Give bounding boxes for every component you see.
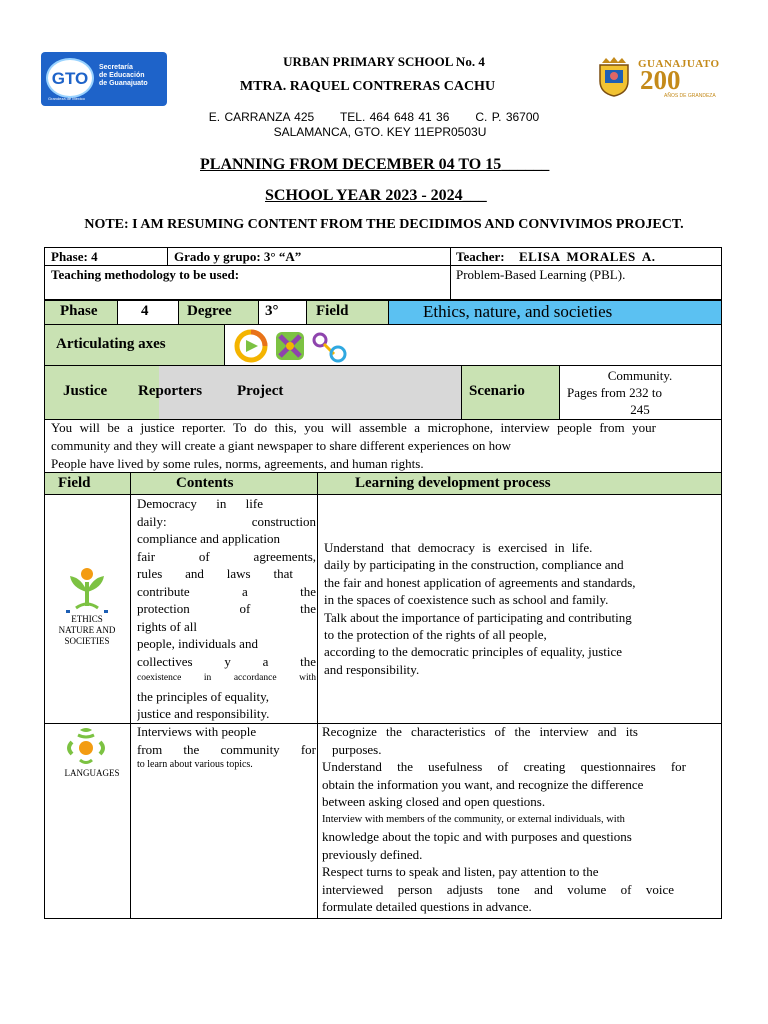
divider (559, 365, 560, 420)
divider (388, 300, 389, 325)
methodology-value: Problem-Based Learning (PBL). (456, 267, 626, 282)
project-word-justice: Justice (63, 383, 108, 399)
teacher-name: ELISA MORALES A. (519, 249, 656, 264)
col-header-contents: Contents (176, 475, 234, 491)
interculturality-axis-icon (276, 332, 304, 360)
scenario-value: Community. Pages from 232 to 245 (567, 368, 673, 417)
ethics-process: Understand that democracy is exercised in life. daily by participating in the construction, compliance and the fair and honest application of agreements and standards, in the spaces of coexistence such as school and family. Talk about the importance of participating and contributing to the protection of the rights of all people, according to the democratic principles of equality, justice and responsibility. (324, 540, 636, 677)
project-word-project: Project (237, 383, 284, 399)
divider (317, 472, 318, 919)
ethics-field-label: ETHICS NATURE AND SOCIETIES (58, 614, 116, 646)
col-header-field: Field (58, 475, 91, 491)
school-name: URBAN PRIMARY SCHOOL No. 4 (283, 54, 485, 69)
axes-label: Articulating axes (56, 336, 166, 352)
field-value: Ethics, nature, and societies (423, 302, 613, 321)
field-label: Field (316, 303, 349, 319)
languages-contents: Interviews with people from the community for to learn about various topics. (137, 724, 316, 770)
inclusion-axis-icon (237, 332, 265, 360)
degree-value: 3° (265, 303, 279, 319)
sep-guanajuato-logo: GTO Grandeza de México Secretaría de Educación de Guanajuato (41, 52, 167, 106)
divider (461, 365, 462, 420)
divider (178, 300, 179, 325)
languages-field-icon (64, 726, 108, 766)
grade-group: Grado y grupo: 3° “A” (174, 249, 302, 264)
divider (224, 324, 225, 366)
gender-equality-axis-icon (314, 334, 345, 361)
guanajuato-200-logo: GUANAJUATO 200 AÑOS DE GRANDEZA (596, 55, 724, 101)
phase-value: 4 (141, 303, 149, 319)
col-header-process: Learning development process (355, 475, 551, 491)
address-line-1: E. CARRANZA 425 TEL. 464 648 41 36 C. P. 36700 (208, 110, 540, 124)
resume-note: NOTE: I AM RESUMING CONTENT FROM THE DECIDIMOS AND CONVIVIMOS PROJECT. (84, 217, 684, 232)
divider (450, 247, 451, 300)
divider (167, 247, 168, 265)
divider (130, 472, 131, 919)
methodology-label: Teaching methodology to be used: (51, 267, 240, 282)
teacher-label: Teacher: (456, 249, 505, 264)
director-name: MTRA. RAQUEL CONTRERAS CACHU (239, 79, 496, 94)
address-line-2: SALAMANCA, GTO. KEY 11EPR0503U (273, 125, 487, 139)
divider (306, 300, 307, 325)
articulating-axes-icons (234, 328, 350, 364)
project-gray-cell (159, 366, 461, 419)
school-year: SCHOOL YEAR 2023 - 2024___ (265, 187, 487, 204)
divider (44, 265, 722, 266)
degree-label: Degree (187, 303, 232, 319)
ethics-contents: Democracy in life daily: construction compliance and application fair of agreements, rules and laws that contribute a the protection of the rights of all people, individuals and collectives y a the coexistence in accordance with the principles of equality, justice and responsibility. (137, 496, 316, 721)
ethics-field-icon (62, 566, 112, 614)
languages-field-label: LANGUAGES (64, 768, 120, 778)
languages-process: Recognize the characteristics of the interview and its purposes. Understand the usefulness of creating questionnaires for obtain the information you want, and recognize the difference between asking closed and open questions. Interview with members of the community, or external individuals, with knowledge about the topic and with purposes and questions previously defined. Respect turns to speak and listen, pay attention to the interviewed person adjusts tone and volume of voice formulate detailed questions in advance. (322, 724, 686, 914)
phase-info: Phase: 4 (51, 249, 98, 264)
project-word-reporters: Reporters (138, 383, 203, 399)
divider (258, 300, 259, 325)
logo-text: Secretaría de Educación de Guanajuato (99, 64, 148, 87)
gto-oval-mark: GTO (46, 58, 94, 98)
planning-title: PLANNING FROM DECEMBER 04 TO 15______ (200, 156, 550, 173)
phase-label: Phase (60, 303, 98, 319)
scenario-label: Scenario (469, 383, 525, 399)
divider (117, 300, 118, 325)
project-description: You will be a justice reporter. To do this, you will assemble a microphone, interview people from your community and they will create a giant newspaper to share different experiences on how People have lived by some rules, norms, agreements, and human rights. (51, 420, 656, 471)
